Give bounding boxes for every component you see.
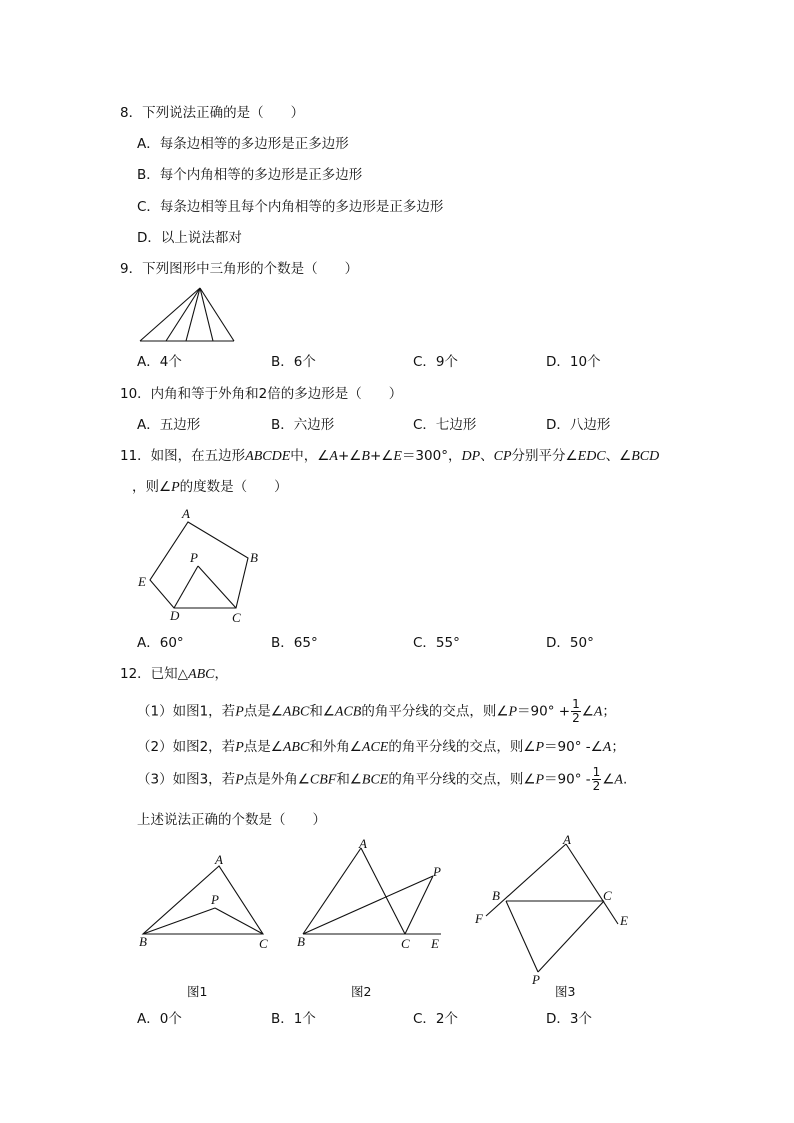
q11-stem-line2: ，则∠P的度数是（ ） <box>132 479 288 495</box>
fig2-label-p: P <box>433 864 441 879</box>
fig1-caption: 图1 <box>187 984 208 999</box>
q9-option-c[interactable]: C．9个 <box>413 354 459 370</box>
q8-option-c[interactable]: C．每条边相等且每个内角相等的多边形是正多边形 <box>137 199 444 215</box>
q12-figure-2 <box>295 836 450 1002</box>
fig3-caption: 图3 <box>555 984 576 999</box>
q12-figure-3 <box>470 834 640 1002</box>
fig1-label-c: C <box>259 936 268 951</box>
fig1-label-b: B <box>139 934 147 949</box>
q8-stem: 8．下列说法正确的是（ ） <box>120 105 305 121</box>
q11-label-a: A <box>182 506 190 521</box>
fig2-label-b: B <box>297 934 305 949</box>
q9-option-d[interactable]: D．10个 <box>546 354 601 370</box>
fig3-label-a: A <box>563 832 571 847</box>
q12-option-d[interactable]: D．3个 <box>546 1011 592 1027</box>
q11-label-b: B <box>250 550 258 565</box>
q10-option-c[interactable]: C．七边形 <box>413 417 477 433</box>
q9-option-b[interactable]: B．6个 <box>271 354 316 370</box>
fig3-label-e: E <box>620 913 628 928</box>
q8-option-b[interactable]: B．每个内角相等的多边形是正多边形 <box>137 167 363 183</box>
fig1-label-a: A <box>215 852 223 867</box>
q9-option-a[interactable]: A．4个 <box>137 354 182 370</box>
fig3-label-f: F <box>475 911 483 926</box>
q11-stem: 11．如图，在五边形ABCDE中，∠A+∠B+∠E＝300°，DP、CP分别平分∠EDC、∠BCD <box>120 448 660 464</box>
q11-label-d: D <box>170 608 180 623</box>
fig1-label-p: P <box>211 892 219 907</box>
q12-conclusion: 上述说法正确的个数是（ ） <box>137 812 326 828</box>
q10-option-a[interactable]: A．五边形 <box>137 417 201 433</box>
q11-pentagon-figure <box>130 502 270 628</box>
q11-label-c: C <box>232 610 241 625</box>
fig2-caption: 图2 <box>351 984 372 999</box>
q12-statement-2: （2）如图2，若P点是∠ABC和外角∠ACE的角平分线的交点，则∠P＝90° -∠A； <box>137 739 625 755</box>
q12-statement-1: （1）如图1，若P点是∠ABC和∠ACB的角平分线的交点，则∠P＝90° + $\frac{1}{2}$ ∠A； <box>137 697 616 725</box>
fig2-label-c: C <box>401 936 410 951</box>
q11-option-d[interactable]: D．50° <box>546 635 594 651</box>
q9-triangle-figure <box>138 286 238 344</box>
q11-option-c[interactable]: C．55° <box>413 635 460 651</box>
fig2-label-a: A <box>359 836 367 851</box>
q11-option-b[interactable]: B．65° <box>271 635 318 651</box>
q10-stem: 10．内角和等于外角和2倍的多边形是（ ） <box>120 386 403 402</box>
fig3-label-c: C <box>603 888 612 903</box>
q10-option-d[interactable]: D．八边形 <box>546 417 611 433</box>
q12-option-b[interactable]: B．1个 <box>271 1011 316 1027</box>
q8-option-d[interactable]: D．以上说法都对 <box>137 230 242 246</box>
fig3-label-p: P <box>532 972 540 987</box>
q12-stem: 12．已知△ABC， <box>120 666 229 682</box>
q12-option-c[interactable]: C．2个 <box>413 1011 459 1027</box>
q11-option-a[interactable]: A．60° <box>137 635 184 651</box>
fig2-label-e: E <box>431 936 439 951</box>
q12-fraction-3: $\frac{1}{2}$ <box>592 765 601 793</box>
fig3-label-b: B <box>492 888 500 903</box>
q9-stem: 9．下列图形中三角形的个数是（ ） <box>120 261 359 277</box>
q12-fraction-1: $\frac{1}{2}$ <box>572 697 580 725</box>
q12-figure-1 <box>135 852 280 1002</box>
q8-option-a[interactable]: A．每条边相等的多边形是正多边形 <box>137 136 349 152</box>
q12-statement-3: （3）如图3，若P点是外角∠CBF和∠BCE的角平分线的交点，则∠P＝90° - $\frac{1}{2}$ ∠A. <box>137 765 628 793</box>
q12-option-a[interactable]: A．0个 <box>137 1011 182 1027</box>
q10-option-b[interactable]: B．六边形 <box>271 417 335 433</box>
q11-label-e: E <box>138 574 146 589</box>
q11-label-p: P <box>190 550 198 565</box>
